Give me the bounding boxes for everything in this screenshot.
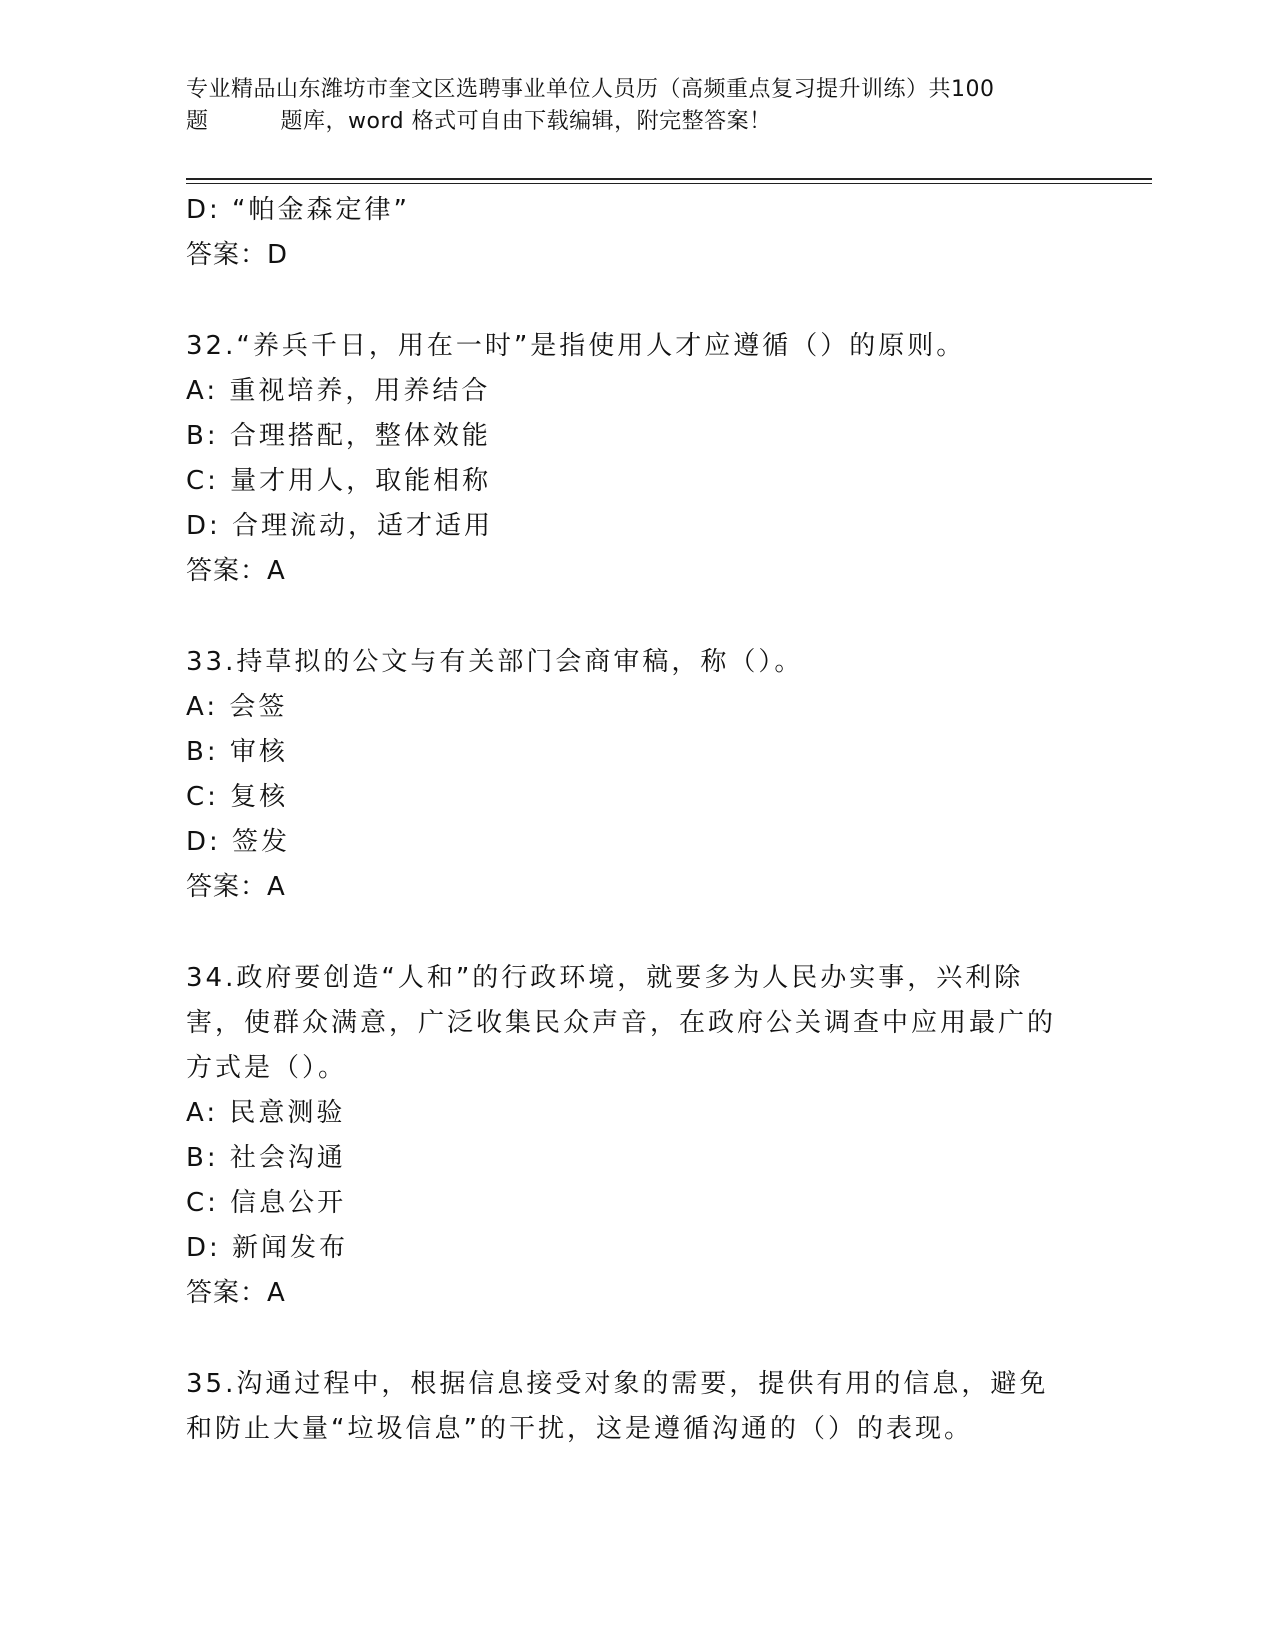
question-33-option-a: A: 会签 — [186, 692, 288, 722]
question-34-option-a: A: 民意测验 — [186, 1098, 346, 1128]
question-32-stem: 32.“养兵千日，用在一时”是指使用人才应遵循（）的原则。 — [186, 331, 966, 361]
question-32-answer: 答案：A — [186, 556, 286, 586]
question-33-option-b: B: 审核 — [186, 737, 288, 767]
header-rule-top — [186, 178, 1152, 180]
question-34-option-d: D: 新闻发布 — [186, 1233, 349, 1263]
question-content — [186, 188, 1086, 1452]
question-32-option-c: C: 量才用人，取能相称 — [186, 466, 492, 496]
question-32-option-d: D: 合理流动，适才适用 — [186, 511, 494, 541]
header-title-line2 — [186, 106, 1086, 138]
question-32-option-a: A: 重视培养，用养结合 — [186, 376, 491, 406]
question-35-stem: 35.沟通过程中，根据信息接受对象的需要，提供有用的信息，避免和防止大量“垃圾信息”的干扰，这是遵循沟通的（）的表现。 — [186, 1369, 1049, 1444]
header-rule-bottom — [186, 183, 1152, 184]
spacer — [186, 278, 1086, 324]
spacer — [186, 594, 1086, 640]
question-34-option-c: C: 信息公开 — [186, 1188, 347, 1218]
spacer — [186, 910, 1086, 956]
question-33-answer: 答案：A — [186, 872, 286, 902]
header-title-line2-rest: 题库，word 格式可自由下载编辑，附完整答案！ — [280, 109, 772, 134]
document-header — [186, 74, 1086, 138]
option-d: D: “帕金森定律” — [186, 195, 410, 225]
question-34-stem: 34.政府要创造“人和”的行政环境，就要多为人民办实事，兴利除害，使群众满意，广泛收集民众声音，在政府公关调查中应用最广的方式是（）。 — [186, 963, 1057, 1083]
question-33-stem: 33.持草拟的公文与有关部门会商审稿，称（）。 — [186, 647, 804, 677]
header-title-line2-start: 题 — [186, 109, 209, 134]
question-34-option-b: B: 社会沟通 — [186, 1143, 346, 1173]
question-33-option-d: D: 签发 — [186, 827, 291, 857]
question-33-option-c: C: 复核 — [186, 782, 289, 812]
header-title-line1: 专业精品山东潍坊市奎文区选聘事业单位人员历（高频重点复习提升训练）共100 — [186, 77, 995, 102]
spacer — [186, 1316, 1086, 1362]
answer-line: 答案：D — [186, 240, 289, 270]
question-34-answer: 答案：A — [186, 1278, 286, 1308]
question-32-option-b: B: 合理搭配，整体效能 — [186, 421, 491, 451]
